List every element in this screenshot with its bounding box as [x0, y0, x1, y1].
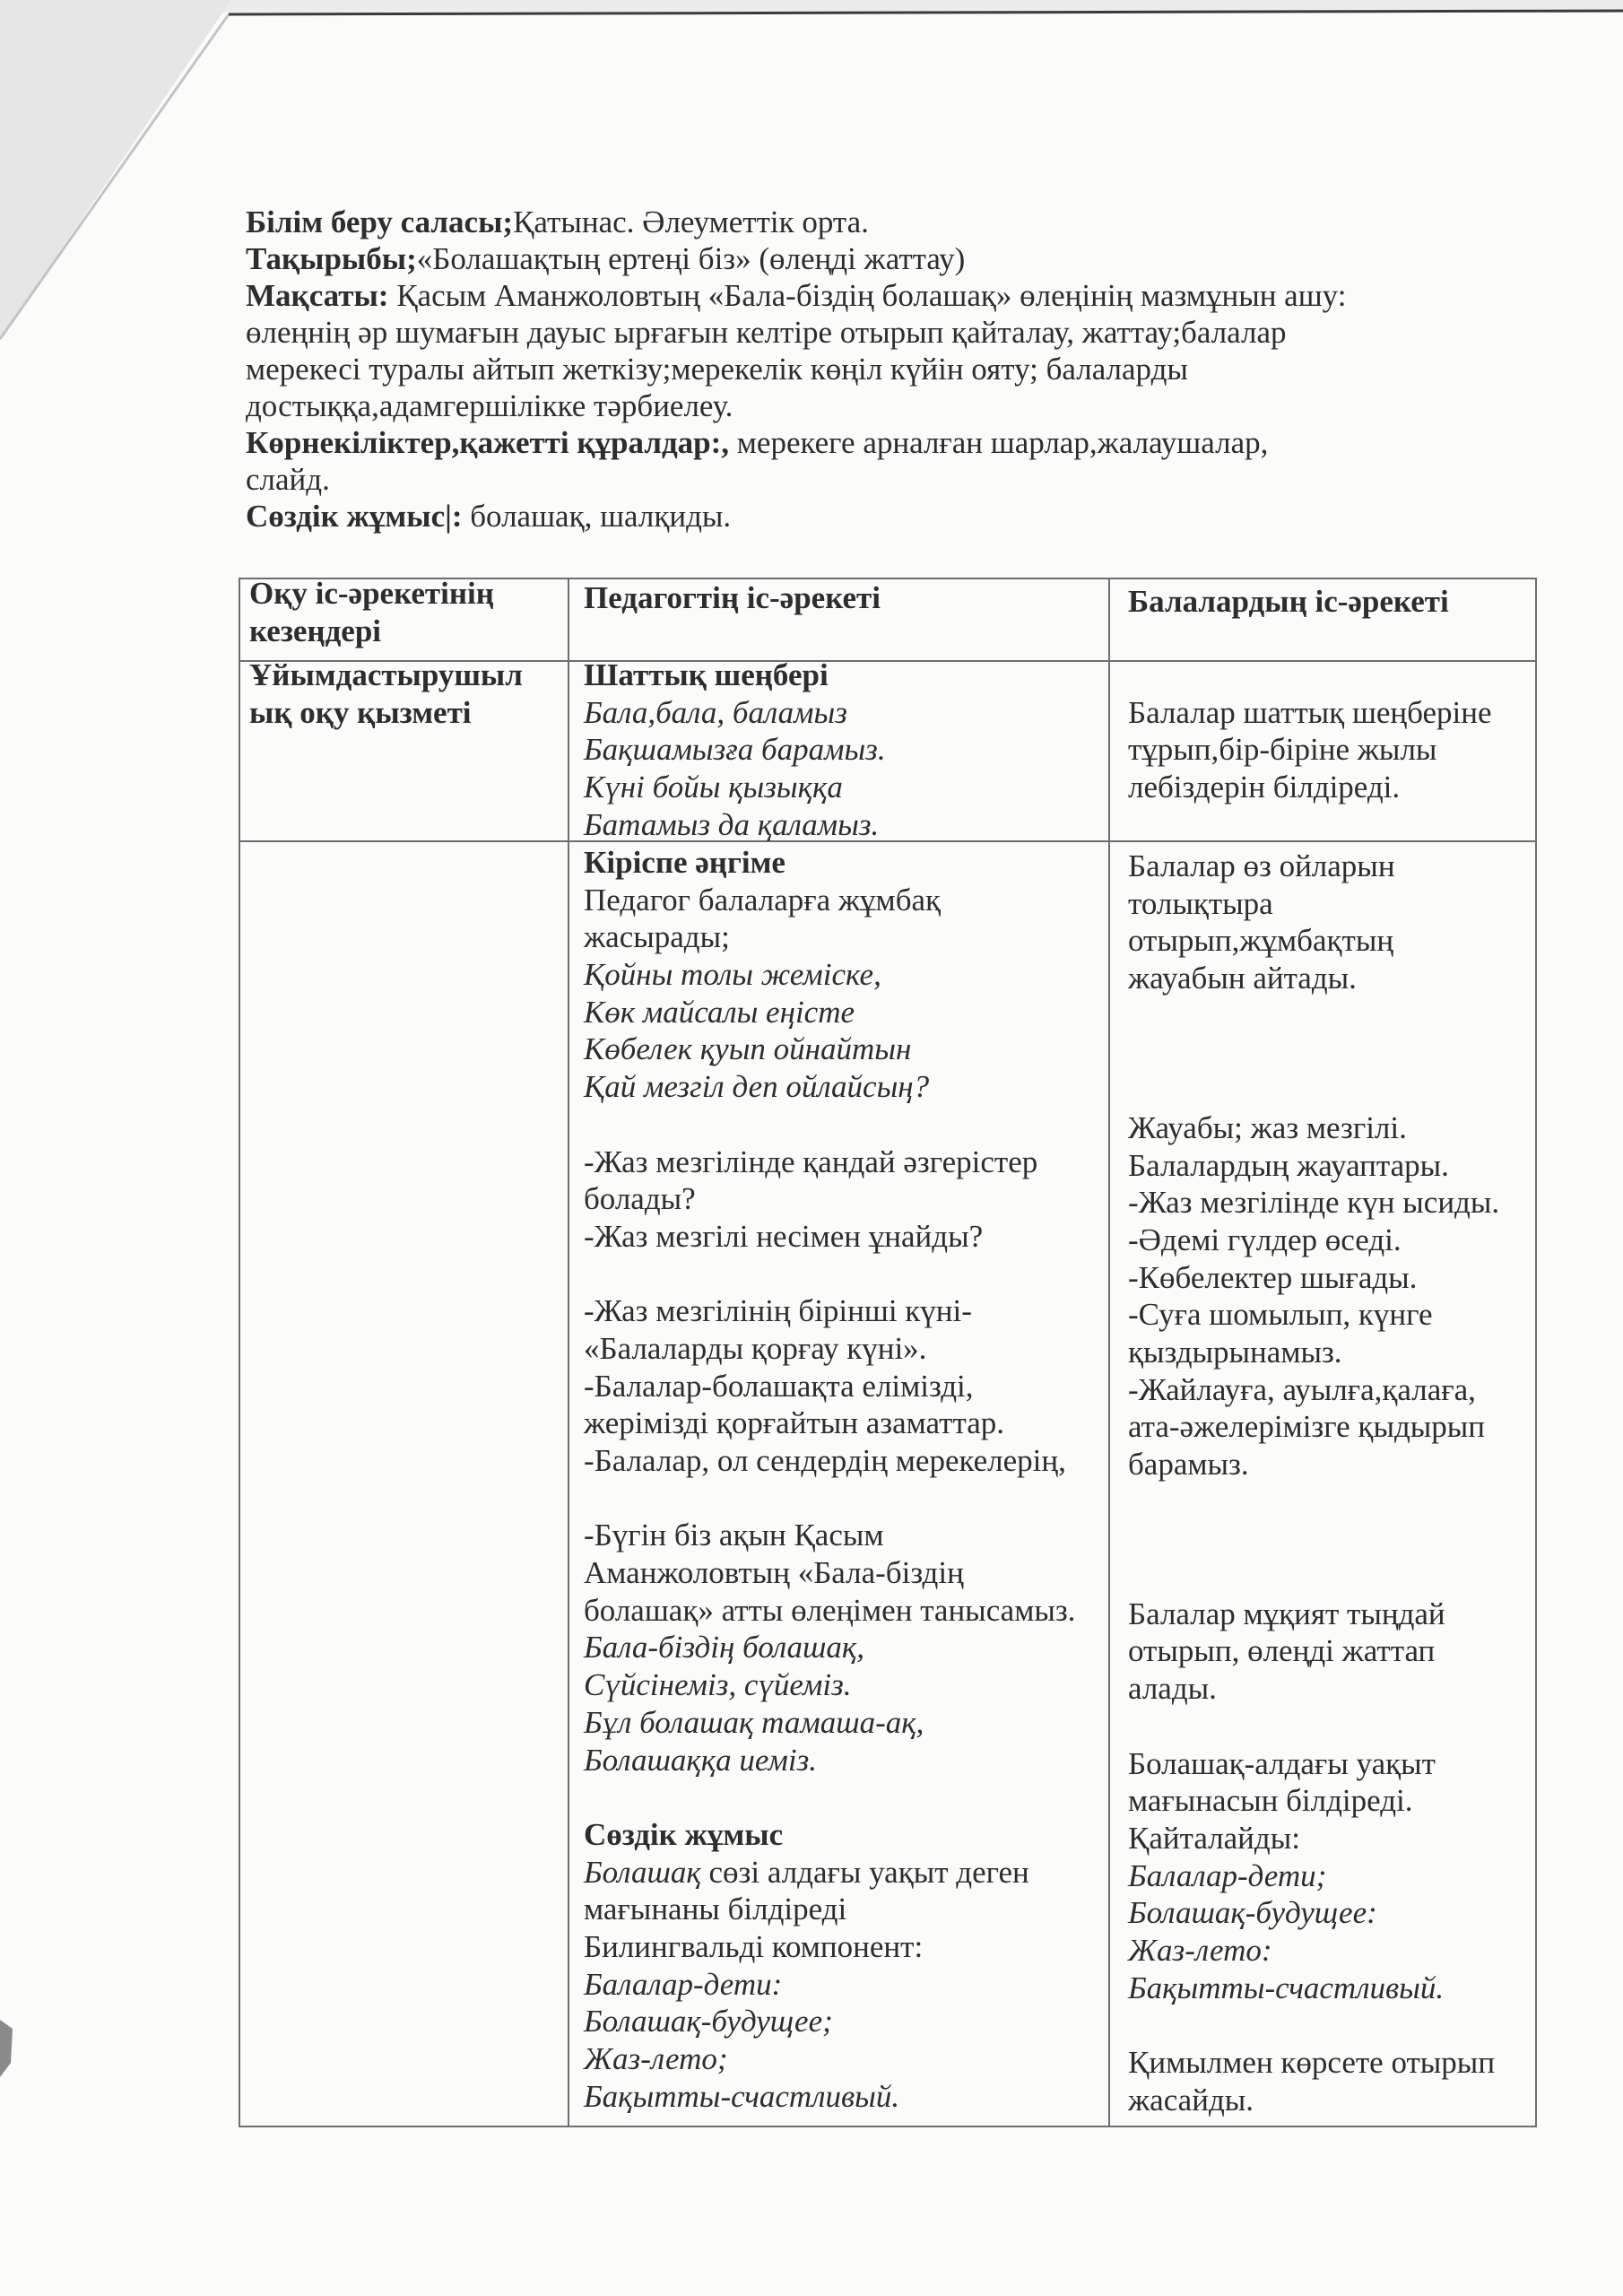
answer-line: -Жаз мезгілінде күн ысиды.: [1128, 1185, 1500, 1221]
children-activity-line: лебіздерін білдіреді.: [1128, 770, 1401, 805]
answer-line: -Әдемі гүлдер өседі.: [1128, 1222, 1402, 1257]
riddle-line: Қойны толы жеміске,: [584, 957, 881, 993]
goal-line: [246, 387, 1346, 424]
column-header-stage: [240, 576, 569, 662]
bilingual-label: Билингвальді компонент:: [584, 1928, 924, 1964]
poem-intro-line: -Бүгін біз ақын Қасым: [584, 1518, 884, 1553]
holiday-line: жерімізді қорғайтын азаматтар.: [584, 1405, 1004, 1441]
row1-children-cell: [1110, 662, 1537, 842]
poem-line: Сүйсінеміз, сүйеміз.: [584, 1667, 852, 1703]
riddle-line: Көбелек қуып ойнайтын: [584, 1031, 912, 1067]
answer-line: Жауабы; жаз мезгілі.: [1128, 1109, 1407, 1145]
education-field-value: Қатынас. Әлеуметтік орта.: [513, 204, 869, 239]
goal-line: [246, 277, 1346, 314]
answer-line: -Көбелектер шығады.: [1128, 1259, 1418, 1295]
listen-line: отырып, өлеңді жаттап: [1128, 1633, 1436, 1669]
lesson-header: [246, 204, 1346, 535]
holiday-line: -Жаз мезгілінің бірінші күні-: [584, 1293, 972, 1329]
poem-line: Болашаққа иеміз.: [584, 1742, 818, 1778]
answer-line: -Суға шомылып, күнге: [1128, 1297, 1433, 1333]
materials-label: Көрнекіліктер,қажетті құралдар:,: [246, 425, 730, 460]
question-line: -Жаз мезгілі несімен ұнайды?: [584, 1218, 984, 1254]
riddle-answer-line: жауабын айтады.: [1128, 961, 1357, 996]
goal-text: өлеңнің әр шумағын дауыс ырғағын келтіре отырып қайталау, жаттау;балалар: [246, 315, 1287, 350]
vocabulary-text: сөзі алдағы уақыт деген: [700, 1854, 1029, 1890]
repeat-pair: Балалар-дети;: [1128, 1857, 1327, 1893]
stage-name-line: ық оқу қызметі: [249, 694, 472, 730]
materials-text: слайд.: [246, 462, 330, 497]
repeat-pair: Жаз-лето:: [1128, 1932, 1272, 1968]
goal-line: [246, 314, 1346, 351]
poem-intro-line: болашақ» атты өлеңімен танысамыз.: [584, 1592, 1076, 1628]
vocabulary-label: Сөздік жұмыс|:: [246, 499, 463, 534]
question-line: болады?: [584, 1181, 696, 1217]
topic-value: «Болашақтың ертеңі біз» (өлеңді жаттау): [416, 241, 966, 276]
vocabulary-heading: Сөздік жұмыс: [584, 1816, 784, 1852]
stage-name-line: Ұйымдастырушыл: [249, 657, 523, 692]
poem-line: Батамыз да қаламыз.: [584, 806, 880, 842]
row1-stage-cell: [240, 657, 569, 842]
riddle-line: Көк майсалы еңісте: [584, 994, 855, 1030]
materials-line: [246, 424, 1346, 461]
listen-line: Балалар мұқият тыңдай: [1128, 1596, 1445, 1631]
meaning-line: Болашақ-алдағы уақыт: [1128, 1745, 1436, 1781]
answer-line: ата-әжелерімізге қыдырып: [1128, 1409, 1486, 1445]
activity-heading: Кіріспе әңгіме: [584, 845, 785, 880]
bilingual-pair: Балалар-дети:: [584, 1966, 783, 2002]
bilingual-pair: Бақытты-счастливый.: [584, 2078, 900, 2114]
activity-heading: Шаттық шеңбері: [584, 657, 829, 692]
goal-line: [246, 351, 1346, 387]
holiday-line: «Балаларды қорғау күні».: [584, 1330, 927, 1366]
meaning-line: Қайталайды:: [1128, 1820, 1300, 1856]
education-field-label: Білім беру саласы;: [246, 204, 514, 239]
riddle-answer-line: отырып,жұмбақтың: [1128, 923, 1394, 959]
poem-line: Бала,бала, баламыз: [584, 694, 847, 730]
listen-line: алады.: [1128, 1671, 1217, 1707]
row1-teacher-cell: [569, 657, 1110, 842]
lesson-table: [239, 578, 1537, 2127]
bilingual-pair: Болашақ-будущее;: [584, 2004, 833, 2039]
topic-label: Тақырыбы;: [246, 241, 417, 276]
meaning-line: мағынасын білдіреді.: [1128, 1783, 1413, 1819]
vocabulary-line: [584, 1854, 1108, 1892]
intro-line: Педагог балаларға жұмбақ: [584, 882, 942, 918]
poem-line: Бұл болашақ тамаша-ақ,: [584, 1704, 924, 1740]
column-header-children: [1110, 579, 1537, 662]
vocabulary-line: [246, 498, 1346, 535]
children-activity-line: тұрып,бір-біріне жылы: [1128, 732, 1437, 768]
holiday-line: -Балалар, ол сендердің мерекелерің,: [584, 1443, 1066, 1478]
materials-text: мерекеге арналған шарлар,жалаушалар,: [729, 425, 1269, 460]
gesture-line: Қимылмен көрсете отырып: [1128, 2045, 1496, 2080]
children-activity-line: Балалар шаттық шеңберіне: [1128, 694, 1492, 730]
question-line: -Жаз мезгілінде қандай әзгерістер: [584, 1144, 1038, 1179]
row2-stage-cell: [240, 842, 569, 2127]
poem-line: Күні бойы қызыққа: [584, 770, 843, 805]
answer-line: -Жайлауға, ауылға,қалаға,: [1128, 1371, 1476, 1407]
holiday-line: -Балалар-болашақта елімізді,: [584, 1368, 974, 1404]
vocabulary-value: болашақ, шалқиды.: [462, 499, 732, 534]
goal-text: достыққа,адамгершілікке тәрбиелеу.: [246, 388, 733, 423]
repeat-pair: Болашақ-будущее:: [1128, 1895, 1377, 1931]
poem-intro-line: Аманжоловтың «Бала-біздің: [584, 1555, 964, 1591]
materials-line: [246, 461, 1346, 498]
answer-line: барамыз.: [1128, 1447, 1249, 1482]
intro-line: жасырады;: [584, 919, 730, 955]
goal-text: мерекесі туралы айтып жеткізу;мерекелік көңіл күйін ояту; балаларды: [246, 352, 1188, 387]
gesture-line: жасайды.: [1128, 2082, 1254, 2118]
column-header-text: Оқу іс-әрекетінің: [249, 576, 494, 611]
education-field-line: [246, 204, 1346, 240]
riddle-line: Қай мезгіл деп ойлайсың?: [584, 1069, 930, 1105]
vocabulary-word: Болашақ: [584, 1854, 701, 1890]
row2-children-cell: [1110, 842, 1537, 2127]
scan-smudge: [0, 2020, 13, 2077]
goal-label: Мақсаты:: [246, 278, 389, 313]
answer-line: Балалардың жауаптары.: [1128, 1147, 1449, 1183]
column-header-teacher: [569, 579, 1110, 662]
poem-line: Бақшамызға барамыз.: [584, 732, 886, 768]
vocabulary-line: мағынаны білдіреді: [584, 1892, 847, 1927]
column-header-text: Балалардың іс-әрекеті: [1128, 584, 1449, 619]
column-header-text: Педагогтің іс-әрекеті: [584, 580, 881, 615]
riddle-answer-line: толықтыра: [1128, 885, 1273, 921]
topic-line: [246, 240, 1346, 277]
poem-line: Бала-біздің болашақ,: [584, 1630, 865, 1665]
bilingual-pair: Жаз-лето;: [584, 2041, 728, 2076]
row2-teacher-cell: [569, 842, 1110, 2127]
answer-line: қыздырынамыз.: [1128, 1334, 1342, 1370]
column-header-text: кезеңдері: [249, 613, 382, 648]
riddle-answer-line: Балалар өз ойларын: [1128, 848, 1395, 883]
repeat-pair: Бақытты-счастливый.: [1128, 1970, 1445, 2005]
goal-text: Қасым Аманжоловтың «Бала-біздің болашақ» өлеңінің мазмұнын ашу:: [388, 278, 1347, 313]
